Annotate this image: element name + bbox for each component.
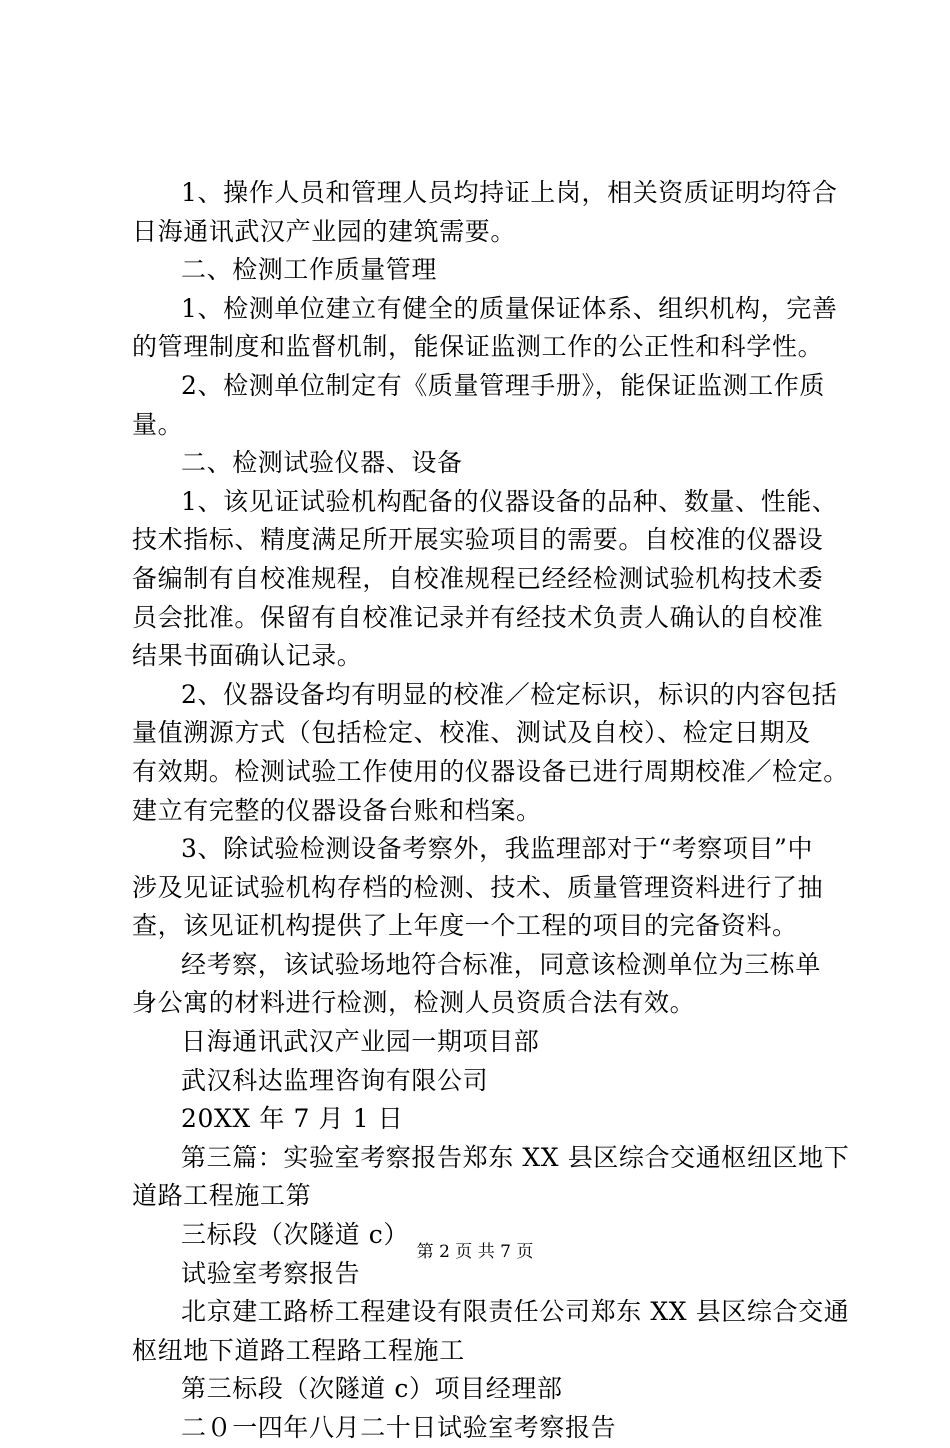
text-line: 二、检测试验仪器、设备 <box>181 448 463 478</box>
text-line: 三标段（次隧道 c） <box>181 1220 409 1250</box>
text-line: 武汉科达监理咨询有限公司 <box>181 1065 489 1095</box>
text-line: 身公寓的材料进行检测，检测人员资质合法有效。 <box>132 988 696 1018</box>
text-line: 日海通讯武汉产业园的建筑需要。 <box>132 216 517 246</box>
text-line: 二０一四年八月二十日试验室考察报告 <box>181 1413 617 1442</box>
text-line: 量值溯源方式（包括检定、校准、测试及自校）、检定日期及 <box>132 718 811 748</box>
text-line: 试验室考察报告 <box>181 1258 361 1288</box>
text-line: 1、检测单位建立有健全的质量保证体系、组织机构，完善 <box>181 293 838 323</box>
text-line: 经考察，该试验场地符合标准，同意该检测单位为三栋单 <box>181 949 822 979</box>
text-line: 2、仪器设备均有明显的校准／检定标识，标识的内容包括 <box>181 679 838 709</box>
text-line: 量。 <box>132 409 184 439</box>
text-line: 道路工程施工第 <box>132 1181 312 1211</box>
text-line: 第三篇：实验室考察报告郑东 XX 县区综合交通枢纽区地下 <box>181 1142 850 1172</box>
text-line: 的管理制度和监督机制，能保证监测工作的公正性和科学性。 <box>132 332 824 362</box>
text-line: 查，该见证机构提供了上年度一个工程的项目的完备资料。 <box>132 911 798 941</box>
text-line: 二、检测工作质量管理 <box>181 255 438 285</box>
text-line: 第三标段（次隧道 c）项目经理部 <box>181 1374 563 1404</box>
text-line: 技术指标、精度满足所开展实验项目的需要。自校准的仪器设 <box>132 525 824 555</box>
text-line: 20XX 年 7 月 1 日 <box>181 1104 404 1134</box>
text-line: 备编制有自校准规程，自校准规程已经经检测试验机构技术委 <box>132 563 824 593</box>
text-line: 有效期。检测试验工作使用的仪器设备已进行周期校准／检定。 <box>132 756 849 786</box>
text-line: 日海通讯武汉产业园一期项目部 <box>181 1027 540 1057</box>
text-line: 1、该见证试验机构配备的仪器设备的品种、数量、性能、 <box>181 486 838 516</box>
text-line: 建立有完整的仪器设备台账和档案。 <box>132 795 542 825</box>
text-line: 北京建工路桥工程建设有限责任公司郑东 XX 县区综合交通 <box>181 1297 850 1327</box>
text-line: 3、除试验检测设备考察外，我监理部对于“考察项目”中 <box>181 834 814 864</box>
text-line: 枢纽地下道路工程路工程施工 <box>132 1335 465 1365</box>
text-line: 结果书面确认记录。 <box>132 641 363 671</box>
text-line: 员会批准。保留有自校准记录并有经技术负责人确认的自校准 <box>132 602 824 632</box>
page-footer: 第 2 页 共 7 页 <box>416 1242 534 1262</box>
text-line: 涉及见证试验机构存档的检测、技术、质量管理资料进行了抽 <box>132 872 824 902</box>
text-line: 1、操作人员和管理人员均持证上岗，相关资质证明均符合 <box>181 178 838 207</box>
text-line: 2、检测单位制定有《质量管理手册》，能保证监测工作质 <box>181 370 826 400</box>
